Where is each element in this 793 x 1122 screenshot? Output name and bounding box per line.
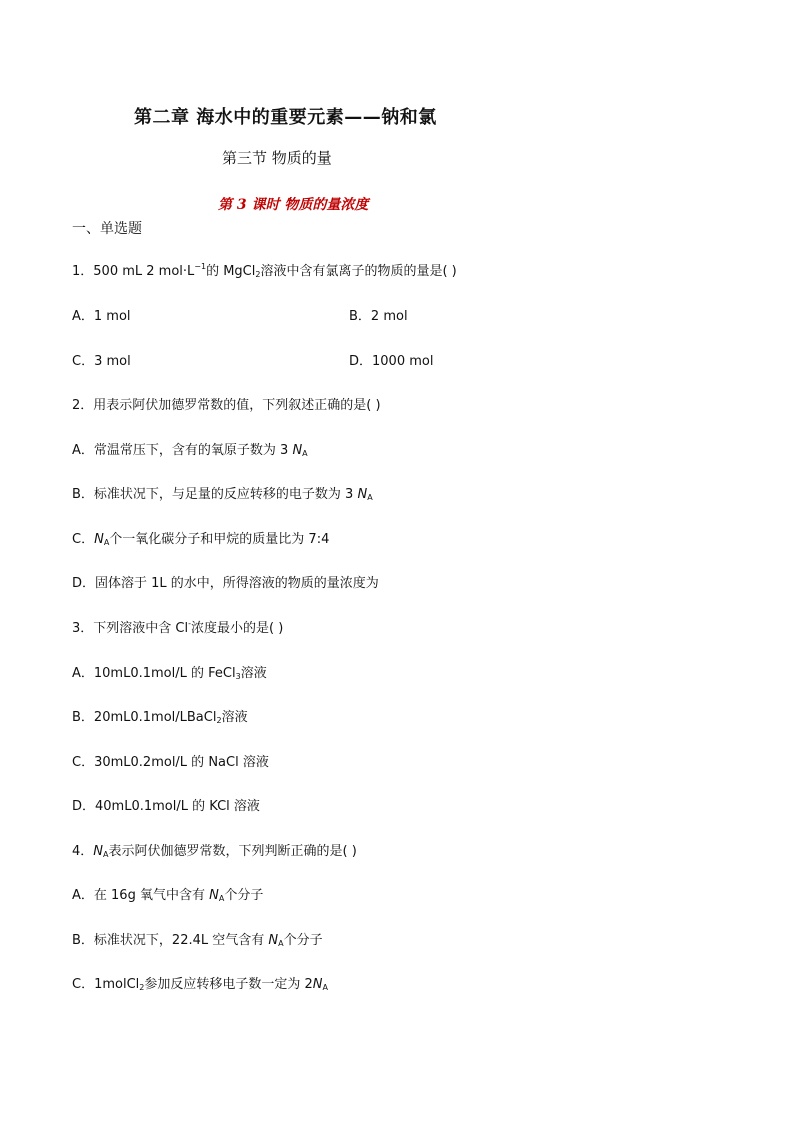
q2-option-a: A．常温常压下，含有的氧原子数为 3 $N_A$ <box>72 443 308 458</box>
lesson-title: 第 3 课时 物质的量浓度 <box>218 197 369 213</box>
q3-option-c: C．30mL0.2mol/L 的 NaCl 溶液 <box>72 755 269 770</box>
q3-option-b: B．20mL0.1mol/LBaCl$_2$溶液 <box>72 710 248 725</box>
q4-option-c: C．1molCl$_2$参加反应转移电子数一定为 $2N_A$ <box>72 977 328 992</box>
question-type-heading: 一、单选题 <box>72 221 142 237</box>
section-title: 第三节 物质的量 <box>222 149 332 167</box>
q4-option-a: A．在 16g 氧气中含有 $N_A$个分子 <box>72 888 264 903</box>
q1-stem: 1．500 mL 2 $mol\cdot L^{-1}$的 MgCl$_2$溶液中含有氯离子的物质的量是( ) <box>72 262 457 279</box>
chapter-title: 第二章 海水中的重要元素——钠和氯 <box>134 107 437 128</box>
q2-option-c: C．$N_A$个一氧化碳分子和甲烷的质量比为 7:4 <box>72 532 330 547</box>
q1-option-b: B．2 mol <box>349 309 408 324</box>
q4-option-b: B．标准状况下，22.4L 空气含有 $N_A$个分子 <box>72 933 323 948</box>
q1-option-a: A．1 mol <box>72 309 131 324</box>
q3-option-a: A．10mL0.1mol/L 的 FeCl$_3$溶液 <box>72 666 267 681</box>
q2-stem: 2．用表示阿伏加德罗常数的值，下列叙述正确的是( ) <box>72 398 381 413</box>
q1-option-c: C．3 mol <box>72 354 131 369</box>
q3-stem: 3．下列溶液中含 Cl-浓度最小的是( ) <box>72 619 284 636</box>
q2-option-b: B．标准状况下，与足量的反应转移的电子数为 3 $N_A$ <box>72 487 373 502</box>
q1-option-d: D．1000 mol <box>349 354 434 369</box>
q4-stem: 4．$N_A$表示阿伏伽德罗常数，下列判断正确的是( ) <box>72 844 357 859</box>
q3-option-d: D．40mL0.1mol/L 的 KCl 溶液 <box>72 799 260 814</box>
q2-option-d: D．固体溶于 1L 的水中，所得溶液的物质的量浓度为 <box>72 576 379 591</box>
